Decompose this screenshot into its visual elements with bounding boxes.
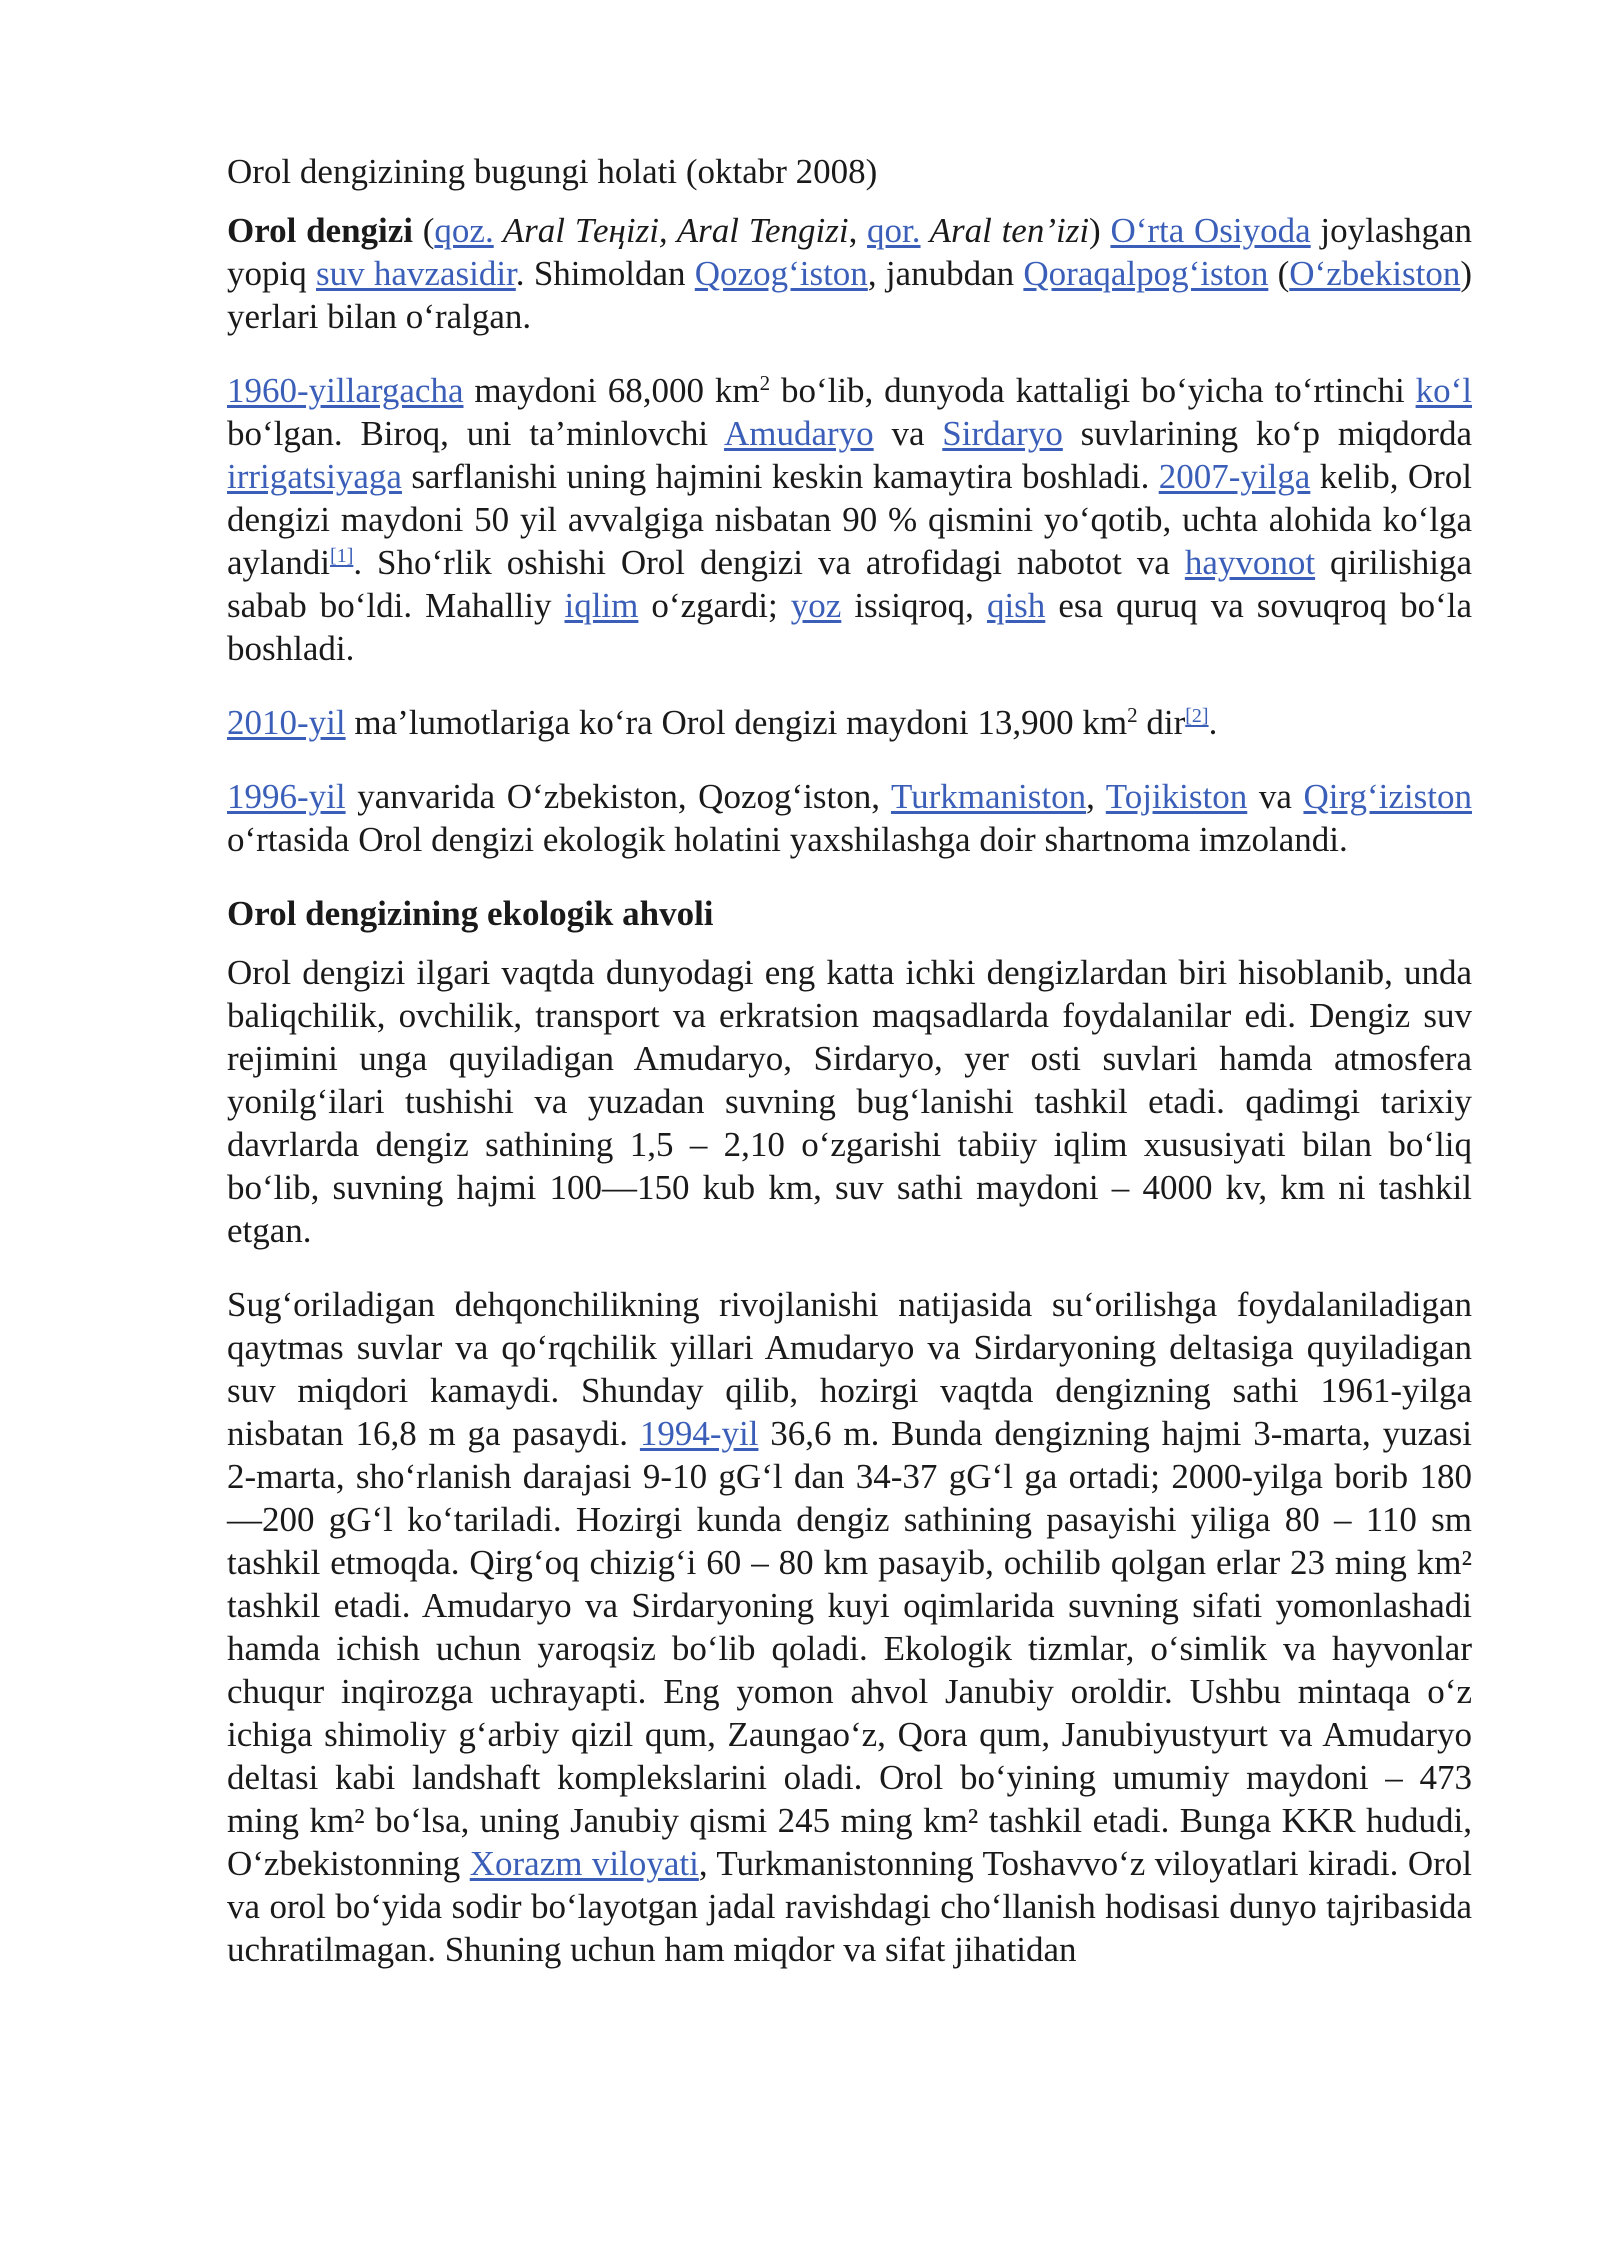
link-irrigatsiya[interactable]: irrigatsiyaga: [227, 457, 402, 496]
link-xorazm[interactable]: Xorazm viloyati: [469, 1844, 699, 1883]
link-kol[interactable]: ko‘l: [1415, 371, 1472, 410]
link-1996[interactable]: 1996-yil: [227, 777, 346, 816]
link-qoz[interactable]: qoz.: [434, 211, 494, 250]
section-heading: Orol dengizining ekologik ahvoli: [227, 894, 714, 933]
link-qoraqalpogiston[interactable]: Qoraqalpog‘iston: [1023, 254, 1269, 293]
article-title-term: Orol dengizi: [227, 211, 414, 250]
link-sirdaryo[interactable]: Sirdaryo: [942, 414, 1063, 453]
karakalpak-name: Aral ten’izi: [920, 211, 1090, 250]
link-2007[interactable]: 2007-yilga: [1158, 457, 1311, 496]
link-qor[interactable]: qor.: [867, 211, 921, 250]
history-paragraph: 1960-yillargacha maydoni 68,000 $km^2$ bo‘lib, dunyoda kattaligi bo‘yicha to‘rtinchi ko‘l bo‘lgan. Biroq, uni ta’minlovchi Amudaryo va Sirdaryo suvlarining ko‘p miqdorda irrigatsiyaga sarflanishi uning hajmini keskin kamaytira boshladi. 2007-yilga kelib, Orol dengizi maydoni 50 yil avvalgiga nisbatan 90 % qismini yo‘qotib, uchta alohida ko‘lga aylandi[1]. Sho‘rlik oshishi Orol dengizi va atrofidagi nabotot va hayvonot qirilishiga sabab bo‘ldi. Mahalliy iqlim o‘zgardi; yoz issiqroq, qish esa quruq va sovuqroq bo‘la boshladi.: [227, 371, 1472, 668]
link-qozogiston[interactable]: Qozog‘iston: [694, 254, 868, 293]
link-amudaryo[interactable]: Amudaryo: [723, 414, 874, 453]
ecology-paragraph-1: Orol dengizi ilgari vaqtda dunyodagi eng katta ichki dengizlardan biri hisoblanib, unda baliqchilik, ovchilik, transport va erkratsion maqsadlarda foydalanilar edi. Dengiz suv rejimini unga quyiladigan Amudaryo, Sirdaryo, yer osti suvlari hamda atmosfera yonilg‘ilari tushishi va yuzadan suvning bug‘lanishi tashkil etadi. qadimgi tarixiy davrlarda dengiz sathining 1,5 – 2,10 o‘zgarishi tabiiy iqlim xususiyati bilan bo‘liq bo‘lib, suvning hajmi 100—150 kub km, suv sathi maydoni – 4000 kv, km ni tashkil etgan.: [227, 953, 1472, 1250]
link-tojikiston[interactable]: Tojikiston: [1105, 777, 1248, 816]
footnote-ref-2[interactable]: [2]: [1185, 705, 1209, 727]
image-caption: Orol dengizining bugungi holati (oktabr 2008): [227, 152, 878, 191]
intro-paragraph: Orol dengizi (qoz. Aral Теңizi, Aral Tengizi, qor. Aral ten’izi) O‘rta Osiyoda joylashgan yopiq suv havzasidir. Shimoldan Qozog‘iston, janubdan Qoraqalpog‘iston (O‘zbekiston) yerlari bilan o‘ralgan.: [227, 211, 1473, 336]
ecology-paragraph-2: Sug‘oriladigan dehqonchilikning rivojlanishi natijasida su‘orilishga foydalaniladigan qaytmas suvlar va qo‘rqchilik yillari Amudaryo va Sirdaryoning deltasiga quyiladigan suv miqdori kamaydi. Shunday qilib, hozirgi vaqtda dengizning sathi 1961-yilga nisbatan 16,8 m ga pasaydi. 1994-yil 36,6 m. Bunda dengizning hajmi 3-marta, yuzasi 2-marta, sho‘rlanish darajasi 9-10 gG‘l dan 34-37 gG‘l ga ortadi; 2000-yilga borib 180—200 gG‘l ko‘tariladi. Hozirgi kunda dengiz sathining pasayishi yiliga 80 – 110 sm tashkil etmoqda. Qirg‘oq chizig‘i 60 – 80 km pasayib, ochilib qolgan erlar 23 ming km² tashkil etadi. Amudaryo va Sirdaryoning kuyi oqimlarida suvning sifati yomonlashadi hamda ichish uchun yaroqsiz bo‘lib qoladi. Ekologik tizmlar, o‘simlik va hayvonlar chuqur inqirozga uchrayapti. Eng yomon ahvol Janubiy oroldir. Ushbu mintaqa o‘z ichiga shimoliy g‘arbiy qizil qum, Zaungao‘z, Qora qum, Janubiyustyurt va Amudaryo deltasi kabi landshaft komplekslarini oladi. Orol bo‘yining umumiy maydoni – 473 ming km² bo‘lsa, uning Janubiy qismi 245 ming km² tashkil etadi. Bunga KKR hududi, O‘zbekistonning Xorazm viloyati, Turkmanistonning Toshavvo‘z viloyatlari kiradi. Orol va orol bo‘yida sodir bo‘layotgan jadal ravishdagi cho‘llanish hodisasi dunyo tajribasida uchratilmagan. Shuning uchun ham miqdor va sifat jihatidan: [227, 1285, 1473, 1969]
link-1994[interactable]: 1994-yil: [639, 1414, 759, 1453]
link-suv-havzasi[interactable]: suv havzasidir: [316, 254, 516, 293]
link-orta-osiyo[interactable]: O‘rta Osiyoda: [1110, 211, 1311, 250]
link-yoz[interactable]: yoz: [790, 586, 842, 625]
link-1960[interactable]: 1960-yillargacha: [227, 371, 464, 410]
treaty-paragraph: 1996-yil yanvarida O‘zbekiston, Qozog‘iston, Turkmaniston, Tojikiston va Qirg‘iziston o‘rtasida Orol dengizi ekologik holatini yaxshilashga doir shartnoma imzolandi.: [227, 777, 1472, 859]
link-2010[interactable]: 2010-yil: [227, 703, 346, 742]
link-turkmaniston[interactable]: Turkmaniston: [890, 777, 1087, 816]
link-ozbekiston[interactable]: O‘zbekiston: [1289, 254, 1461, 293]
footnote-ref-1[interactable]: [1]: [330, 545, 354, 567]
link-hayvonot[interactable]: hayvonot: [1184, 543, 1316, 582]
link-iqlim[interactable]: iqlim: [564, 586, 639, 625]
link-qish[interactable]: qish: [986, 586, 1046, 625]
kazakh-name: Aral Теңizi, Aral Tengizi: [493, 211, 849, 250]
document-page: [227, 150, 1472, 2002]
area-2010-paragraph: 2010-yil ma’lumotlariga ko‘ra Orol dengizi maydoni 13,900 $km^2$ dir[2].: [227, 703, 1218, 742]
link-qirgiziston[interactable]: Qirg‘iziston: [1303, 777, 1472, 816]
